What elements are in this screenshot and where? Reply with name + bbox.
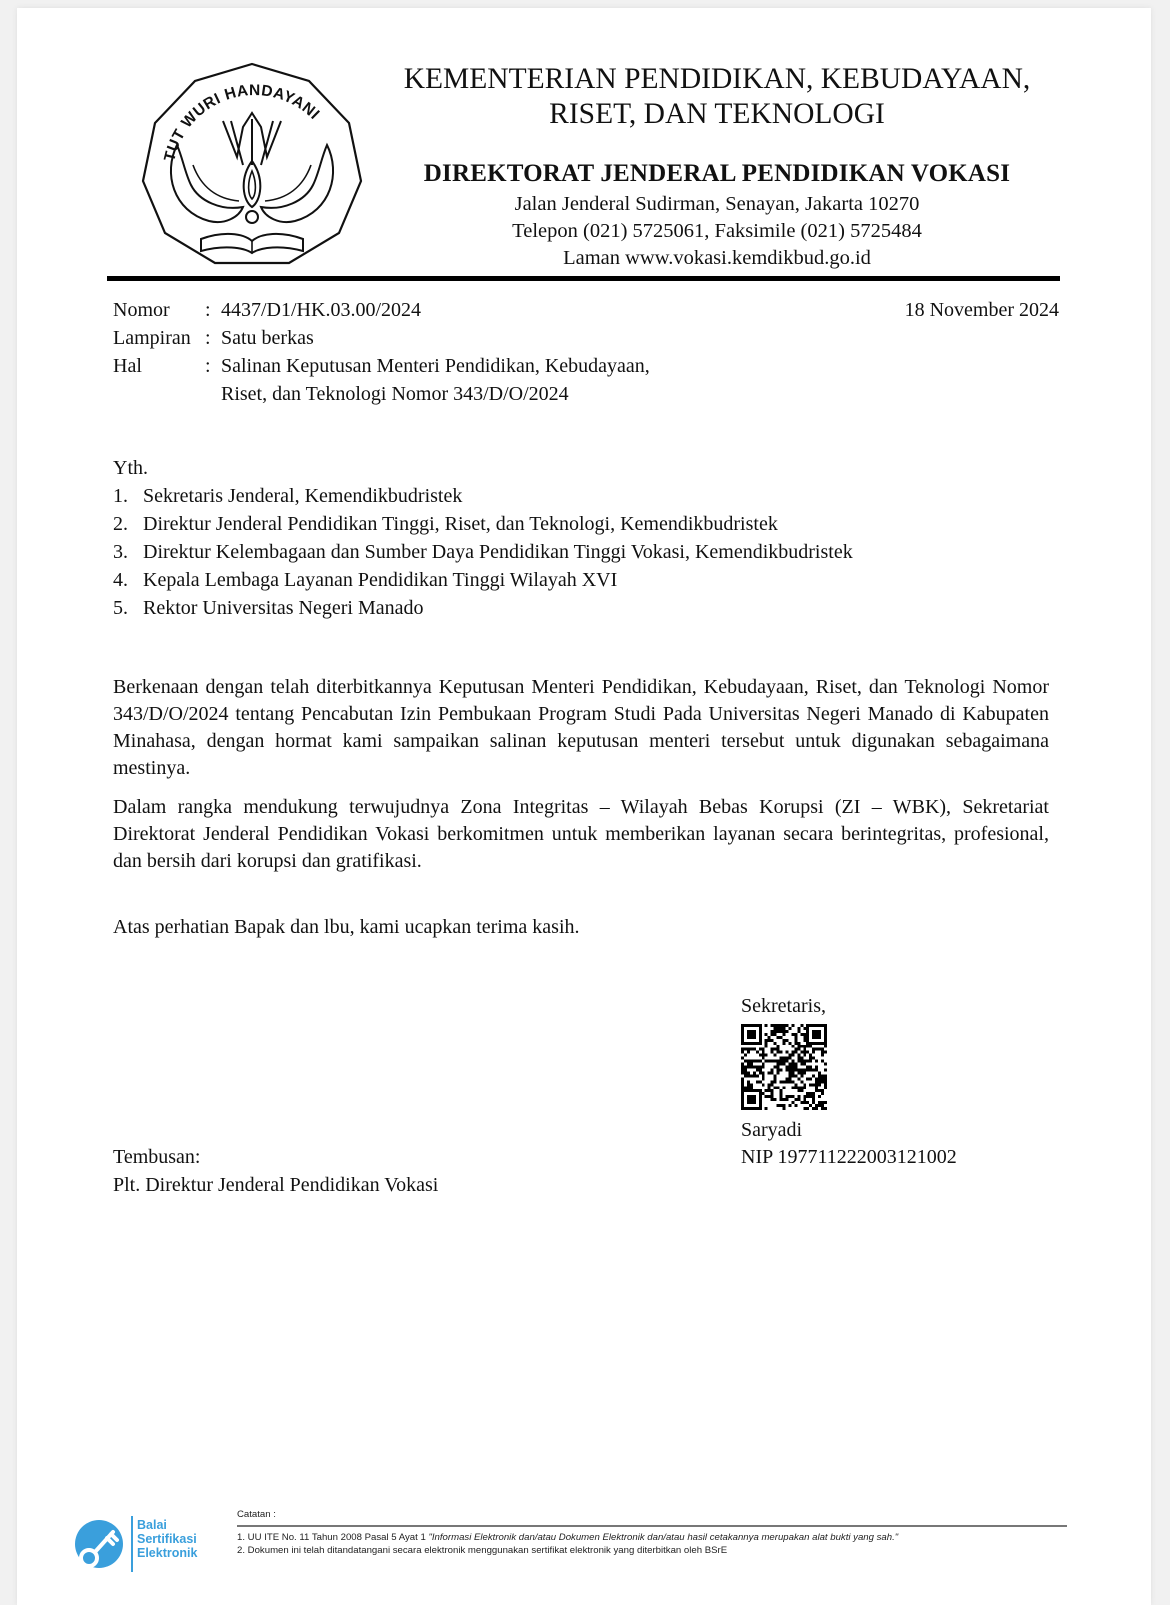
tut-wuri-handayani-emblem xyxy=(139,61,365,267)
nomor-value: 4437/D1/HK.03.00/2024 xyxy=(221,299,421,321)
bsre-line-3: Elektronik xyxy=(137,1546,198,1560)
recipient-text: Rektor Universitas Negeri Manado xyxy=(143,597,424,619)
signatory-nip: NIP 197711222003121002 xyxy=(741,1146,957,1168)
footer-notes xyxy=(237,1508,1067,1557)
directorate-name: DIREKTORAT JENDERAL PENDIDIKAN VOKASI xyxy=(423,160,1011,187)
carbon-copy xyxy=(113,1143,438,1199)
carbon-copy-label: Tembusan: xyxy=(113,1146,201,1168)
colon: : xyxy=(205,355,211,377)
recipient-item xyxy=(113,594,1049,622)
recipient-text: Kepala Lembaga Layanan Pendidikan Tinggi Wilayah XVI xyxy=(143,569,618,591)
note-1-quote: "Informasi Elektronik dan/atau Dokumen Elektronik dan/atau hasil cetakannya merupakan alat bukti yang sah." xyxy=(428,1532,899,1543)
ministry-name xyxy=(377,62,1057,132)
website: Laman www.vokasi.kemdikbud.go.id xyxy=(563,247,871,269)
salutation: Yth. xyxy=(113,457,148,479)
meta-lampiran xyxy=(113,324,650,352)
nomor-label: Nomor xyxy=(113,299,170,321)
recipient-number: 1. xyxy=(113,485,128,507)
recipient-text: Sekretaris Jenderal, Kemendikbudristek xyxy=(143,485,463,507)
hal-value-line-2: Riset, dan Teknologi Nomor 343/D/O/2024 xyxy=(221,383,569,405)
svg-text:TUT WURI HANDAYANI: TUT WURI HANDAYANI xyxy=(161,82,323,164)
footer-rule xyxy=(237,1525,1067,1527)
qr-finder-pattern xyxy=(741,1024,762,1045)
lampiran-label: Lampiran xyxy=(113,327,191,349)
recipient-number: 3. xyxy=(113,541,128,563)
signatory-title: Sekretaris, xyxy=(741,995,826,1017)
letter-page xyxy=(17,8,1151,1605)
lampiran-value: Satu berkas xyxy=(221,327,314,349)
address: Jalan Jenderal Sudirman, Senayan, Jakarta 10270 xyxy=(514,193,920,215)
recipient-text: Direktur Kelembagaan dan Sumber Daya Pendidikan Tinggi Vokasi, Kemendikbudristek xyxy=(143,541,853,563)
qr-finder-pattern xyxy=(741,1089,762,1110)
key-icon xyxy=(73,1518,125,1570)
recipient-number: 4. xyxy=(113,569,128,591)
letter-date: 18 November 2024 xyxy=(904,299,1059,321)
closing-paragraph: Atas perhatian Bapak dan lbu, kami ucapkan terima kasih. xyxy=(113,916,580,938)
bsre-logo xyxy=(73,1514,223,1576)
recipient-item xyxy=(113,482,1049,510)
ministry-line-1: KEMENTERIAN PENDIDIKAN, KEBUDAYAAN, xyxy=(403,63,1031,95)
signatory-name: Saryadi xyxy=(741,1119,803,1141)
qr-finder-pattern xyxy=(806,1024,827,1045)
bsre-line-2: Sertifikasi xyxy=(137,1532,197,1546)
logo-divider xyxy=(131,1516,133,1572)
recipient-list xyxy=(113,482,1049,622)
recipient-text: Direktur Jenderal Pendidikan Tinggi, Riset, dan Teknologi, Kemendikbudristek xyxy=(143,513,778,535)
qr-code-signature[interactable] xyxy=(741,1024,827,1110)
recipient-item xyxy=(113,538,1049,566)
letter-meta xyxy=(113,296,650,408)
bsre-wordmark xyxy=(137,1518,197,1560)
note-1-prefix: 1. UU ITE No. 11 Tahun 2008 Pasal 5 Ayat 1 xyxy=(237,1532,429,1543)
recipient-number: 5. xyxy=(113,597,128,619)
contact-block xyxy=(377,191,1057,272)
body-paragraph-2: Dalam rangka mendukung terwujudnya Zona Integritas – Wilayah Bebas Korupsi (ZI – WBK), Sekretariat Direktorat Jenderal Pendidikan Vokasi berkomitmen untuk memberikan layanan secara berintegritas, profesional, dan bersih dari korupsi dan gratifikasi. xyxy=(113,796,1049,872)
footer-note-1 xyxy=(237,1531,1067,1544)
meta-nomor xyxy=(113,296,650,324)
recipient-item xyxy=(113,566,1049,594)
body-paragraph-1: Berkenaan dengan telah diterbitkannya Keputusan Menteri Pendidikan, Kebudayaan, Riset, dan Teknologi Nomor 343/D/O/2024 tentang Pencabutan Izin Pembukaan Program Studi Pada Universitas Negeri Manado di Kabupaten Minahasa, dengan hormat kami sampaikan salinan keputusan menteri tersebut untuk digunakan sebagaimana mestinya. xyxy=(113,676,1049,779)
recipient-number: 2. xyxy=(113,513,128,535)
colon: : xyxy=(205,327,211,349)
hal-value-line-1: Salinan Keputusan Menteri Pendidikan, Kebudayaan, xyxy=(221,355,650,377)
meta-hal xyxy=(113,352,650,408)
catatan-label: Catatan : xyxy=(237,1509,276,1520)
footer-note-2: 2. Dokumen ini telah ditandatangani secara elektronik menggunakan sertifikat elektronik yang diterbitkan oleh BSrE xyxy=(237,1545,728,1556)
recipient-item xyxy=(113,510,1049,538)
recipients xyxy=(113,455,1049,622)
letterhead-rule xyxy=(107,276,1060,281)
colon: : xyxy=(205,299,211,321)
ministry-line-2: RISET, DAN TEKNOLOGI xyxy=(549,98,885,130)
bsre-line-1: Balai xyxy=(137,1518,167,1532)
carbon-copy-recipient: Plt. Direktur Jenderal Pendidikan Vokasi xyxy=(113,1174,439,1196)
hal-label: Hal xyxy=(113,355,142,377)
phone-fax: Telepon (021) 5725061, Faksimile (021) 5725484 xyxy=(512,220,922,242)
hal-value xyxy=(221,352,650,408)
